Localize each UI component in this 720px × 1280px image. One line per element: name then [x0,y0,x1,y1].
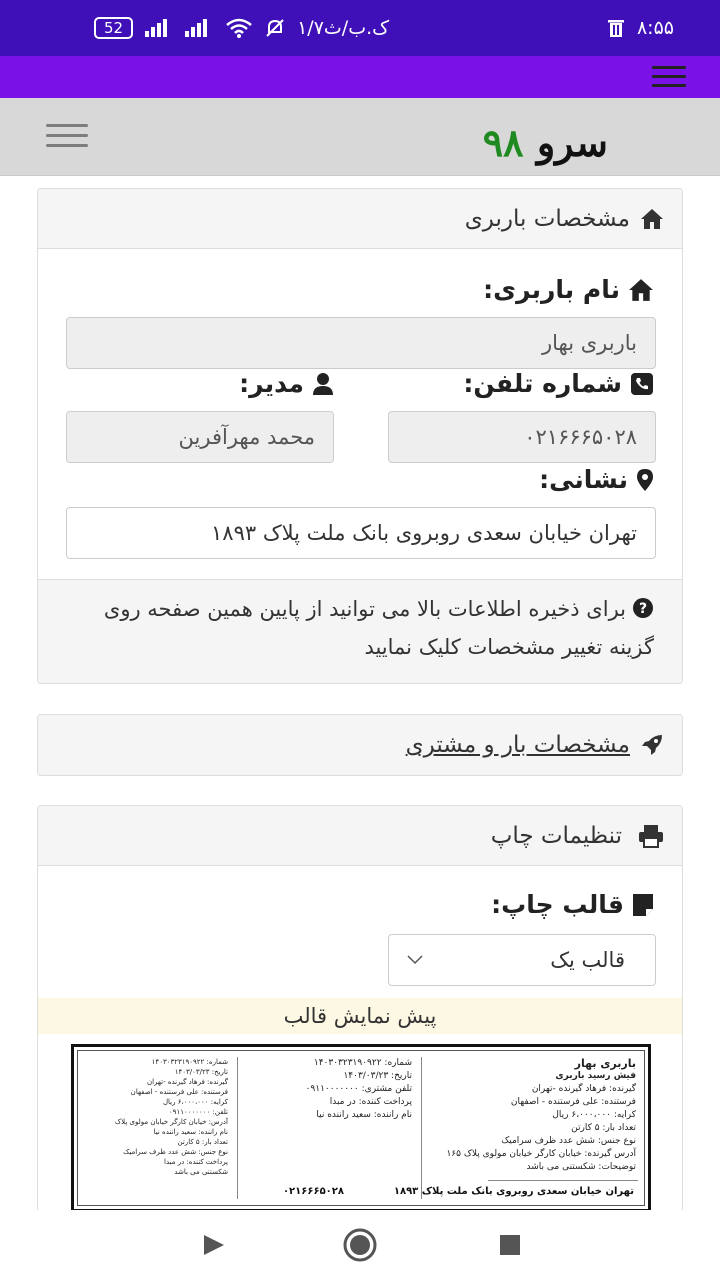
receipt-line: فرستنده: علی فرستنده - اصفهان [510,1097,636,1107]
recent-square-icon[interactable] [499,1234,521,1256]
back-triangle-icon[interactable] [202,1233,226,1257]
receipt-separator [421,1057,422,1199]
print-panel-title: تنظیمات چاپ [490,822,622,849]
receipt-line: گیرنده: فرهاد گیرنده -تهران [531,1084,636,1094]
svg-text:?: ? [638,601,648,617]
receipt-line: پرداخت کننده: در مبدا [164,1158,228,1166]
cargo-panel-heading[interactable] [38,715,682,775]
receipt-phone: ۰۲۱۶۶۶۵۰۲۸ [282,1186,344,1197]
receipt-line: شماره: ۱۴۰۳۰۳۲۳۱۹۰۹۲۲ [151,1058,228,1066]
receipt-line: کرایه: ۶،۰۰۰،۰۰۰ ریال [552,1110,636,1120]
company-name-field[interactable]: باربری بهار [66,317,656,369]
receipt-line: نام راننده: سعید راننده نیا [316,1110,412,1120]
app-bar [0,56,720,98]
logo-word: سرو [536,120,608,165]
receipt-line: تلفن مشتری: ۰۹۱۱۰۰۰۰۰۰۰ [305,1084,412,1094]
name-label-row [483,275,654,304]
address-label-row [539,465,654,494]
receipt-subtitle: فیش رسید باربری [555,1071,636,1081]
status-right [607,17,674,39]
receipt-line: فرستنده: علی فرستنده - اصفهان [130,1088,228,1096]
cargo-panel [37,714,683,776]
phone-label-row [463,369,654,398]
address-label: نشانی: [539,465,628,494]
address-field[interactable]: تهران خیابان سعدی روبروی بانک ملت پلاک ۱۸۹۳ [66,507,656,559]
carrier-text: ۱/۷ک.ب/ث [297,17,390,39]
receipt-preview [71,1044,651,1212]
clock: ۸:۵۵ [636,17,674,39]
status-bar [0,0,720,56]
print-panel-heading [38,806,682,866]
receipt-line: نام راننده: سعید راننده نیا [153,1128,228,1136]
receipt-line: شکستنی می باشد [174,1168,228,1176]
save-hint-text: برای ذخیره اطلاعات بالا می توانید از پایین همین صفحه روی گزینه تغییر مشخصات کلیک نمایید [103,597,654,659]
printer-icon [638,824,664,848]
logo-number: ۹۸ [482,120,524,165]
system-nav-bar [0,1210,720,1280]
cargo-panel-link[interactable]: مشخصات بار و مشتری [405,732,630,758]
receipt-line: تاریخ: ۱۴۰۳/۰۳/۲۳ [343,1071,412,1081]
manager-label-row [239,369,334,398]
receipt-line: کرایه: ۶،۰۰۰،۰۰۰ ریال [162,1098,228,1106]
site-logo[interactable] [483,120,608,165]
receipt-line: آدرس: خیابان کارگر خیابان مولوی پلاک [114,1118,228,1126]
template-select[interactable] [388,934,656,986]
user-panel-title: مشخصات باربری [464,205,630,232]
menu-icon[interactable] [652,66,686,88]
receipt-line: تعداد بار: ۵ کارتن [571,1123,636,1133]
receipt-line: تعداد بار: ۵ کارتن [177,1138,228,1146]
receipt-line: پرداخت کننده: در مبدا [329,1097,412,1107]
receipt-footer-line [488,1180,638,1181]
battery-indicator: 52 [94,17,133,39]
template-label: قالب چاپ: [491,890,624,919]
user-panel-heading [38,189,682,249]
receipt-line: تاریخ: ۱۴۰۳/۰۳/۲۳ [174,1068,228,1076]
save-hint [38,579,682,683]
site-header [0,98,720,176]
receipt-separator [237,1057,238,1199]
question-circle-icon [632,597,654,619]
template-icon [632,893,654,917]
phone-field[interactable]: ۰۲۱۶۶۶۵۰۲۸ [388,411,656,463]
signal-icon-2 [185,19,213,37]
chevron-down-icon [407,955,423,965]
home-icon [640,208,664,230]
name-label: نام باربری: [483,275,620,304]
location-pin-icon [636,468,654,492]
hamburger-menu-icon[interactable] [46,124,88,148]
user-icon [312,372,334,396]
rocket-icon [640,733,664,757]
phone-label: شماره تلفن: [463,369,622,398]
wifi-icon [225,18,253,38]
receipt-col-middle [240,1057,420,1201]
receipt-line: توضیحات: شکستنی می باشد [526,1162,636,1172]
muted-bell-icon [265,18,285,38]
phone-icon [630,372,654,396]
receipt-address: تهران خیابان سعدی روبروی بانک ملت پلاک ۱۸۹۳ [393,1186,634,1197]
receipt-line: نوع جنس: شش عدد ظرف سرامیک [501,1136,636,1146]
template-select-value: قالب یک [550,948,625,972]
trash-icon [607,18,625,38]
status-left [94,17,389,39]
receipt-company: باربری بهار [574,1057,636,1070]
manager-label: مدیر: [239,369,304,398]
receipt-line: گیرنده: فرهاد گیرنده -تهران [146,1078,228,1086]
receipt-line: شماره: ۱۴۰۳۰۳۲۳۱۹۰۹۲۲ [313,1058,412,1068]
receipt-col-stub [80,1057,236,1201]
signal-icon [145,19,173,37]
print-settings-panel [37,805,683,1225]
receipt-line: آدرس گیرنده: خیابان کارگر خیابان مولوی پلاک ۱۶۵ [446,1149,636,1159]
home-circle-icon[interactable] [343,1228,377,1262]
receipt-line: نوع جنس: شش عدد ظرف سرامیک [123,1148,228,1156]
preview-heading: پیش نمایش قالب [38,998,682,1034]
receipt-inner [77,1050,645,1206]
user-info-panel [37,188,683,684]
template-label-row [491,890,654,919]
manager-field[interactable]: محمد مهرآفرین [66,411,334,463]
receipt-line: تلفن: ۰۹۱۱۰۰۰۰۰۰۰ [168,1108,228,1116]
home-icon [628,278,654,302]
